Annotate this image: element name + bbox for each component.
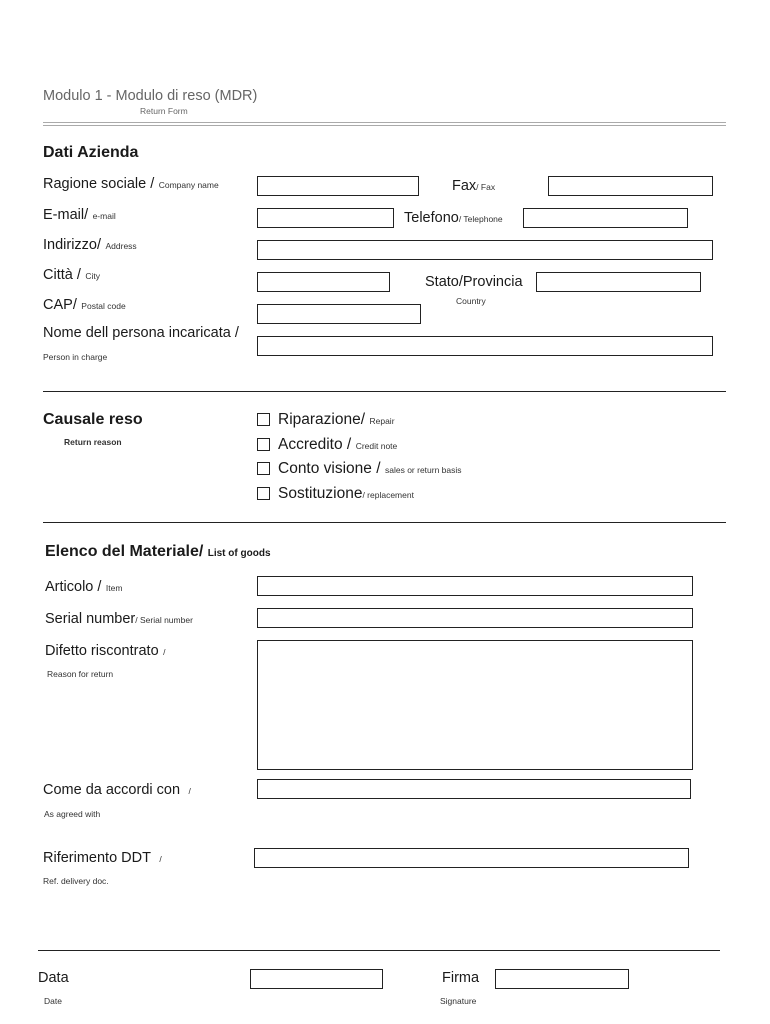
defect-label: Difetto riscontrato / [45,643,166,659]
postal-code-label: CAP/ Postal code [43,297,126,313]
phone-input[interactable] [523,208,688,228]
sales-or-return-option-label: Conto visione / sales or return basis [278,460,462,477]
serial-number-label: Serial number/ Serial number [45,611,193,627]
person-in-charge-label-en: Person in charge [43,352,108,362]
credit-note-option-label: Accredito / Credit note [278,436,398,453]
agreed-with-label: Come da accordi con / [43,782,191,798]
agreed-with-label-en: As agreed with [44,809,101,819]
email-label: E-mail/ e-mail [43,207,116,223]
defect-description-textarea[interactable] [257,640,693,770]
city-input[interactable] [257,272,390,292]
form-title: Modulo 1 - Modulo di reso (MDR) [43,88,258,104]
replacement-option-label: Sostituzione/ replacement [278,485,414,502]
ddt-reference-input[interactable] [254,848,689,868]
serial-number-input[interactable] [257,608,693,628]
header-rule-top [43,122,726,123]
reason-section-heading-en: Return reason [64,437,122,447]
country-label: Country [456,296,486,306]
company-name-input[interactable] [257,176,419,196]
repair-checkbox[interactable] [257,413,270,426]
address-label: Indirizzo/ Address [43,237,137,253]
email-input[interactable] [257,208,394,228]
agreed-with-input[interactable] [257,779,691,799]
form-subtitle: Return Form [140,106,188,116]
company-section-heading: Dati Azienda [43,144,139,161]
reason-section-heading: Causale reso [43,411,143,428]
address-input[interactable] [257,240,713,260]
city-label: Città / City [43,267,100,283]
ddt-reference-label-en: Ref. delivery doc. [43,876,109,886]
ddt-reference-label: Riferimento DDT / [43,850,162,866]
goods-section-heading: Elenco del Materiale/ List of goods [45,543,271,560]
footer-divider [38,950,720,951]
company-name-label: Ragione sociale / Company name [43,176,219,192]
section-divider-1 [43,391,726,392]
date-input[interactable] [250,969,383,989]
person-in-charge-label: Nome dell persona incaricata / [43,325,239,341]
fax-label: Fax/ Fax [452,178,496,194]
state-label: Stato/Provincia [425,274,523,290]
replacement-checkbox[interactable] [257,487,270,500]
person-in-charge-input[interactable] [257,336,713,356]
sales-or-return-checkbox[interactable] [257,462,270,475]
phone-label: Telefono/ Telephone [404,210,503,226]
state-input[interactable] [536,272,701,292]
signature-label-en: Signature [440,996,477,1006]
signature-input[interactable] [495,969,629,989]
defect-label-en: Reason for return [47,669,114,679]
credit-note-checkbox[interactable] [257,438,270,451]
item-label: Articolo / Item [45,579,123,595]
fax-input[interactable] [548,176,713,196]
repair-option-label: Riparazione/ Repair [278,411,395,428]
section-divider-2 [43,522,726,523]
date-label-en: Date [44,996,62,1006]
signature-label: Firma [442,970,480,986]
postal-code-input[interactable] [257,304,421,324]
header-rule-bottom [43,125,726,126]
date-label: Data [38,970,69,986]
item-input[interactable] [257,576,693,596]
